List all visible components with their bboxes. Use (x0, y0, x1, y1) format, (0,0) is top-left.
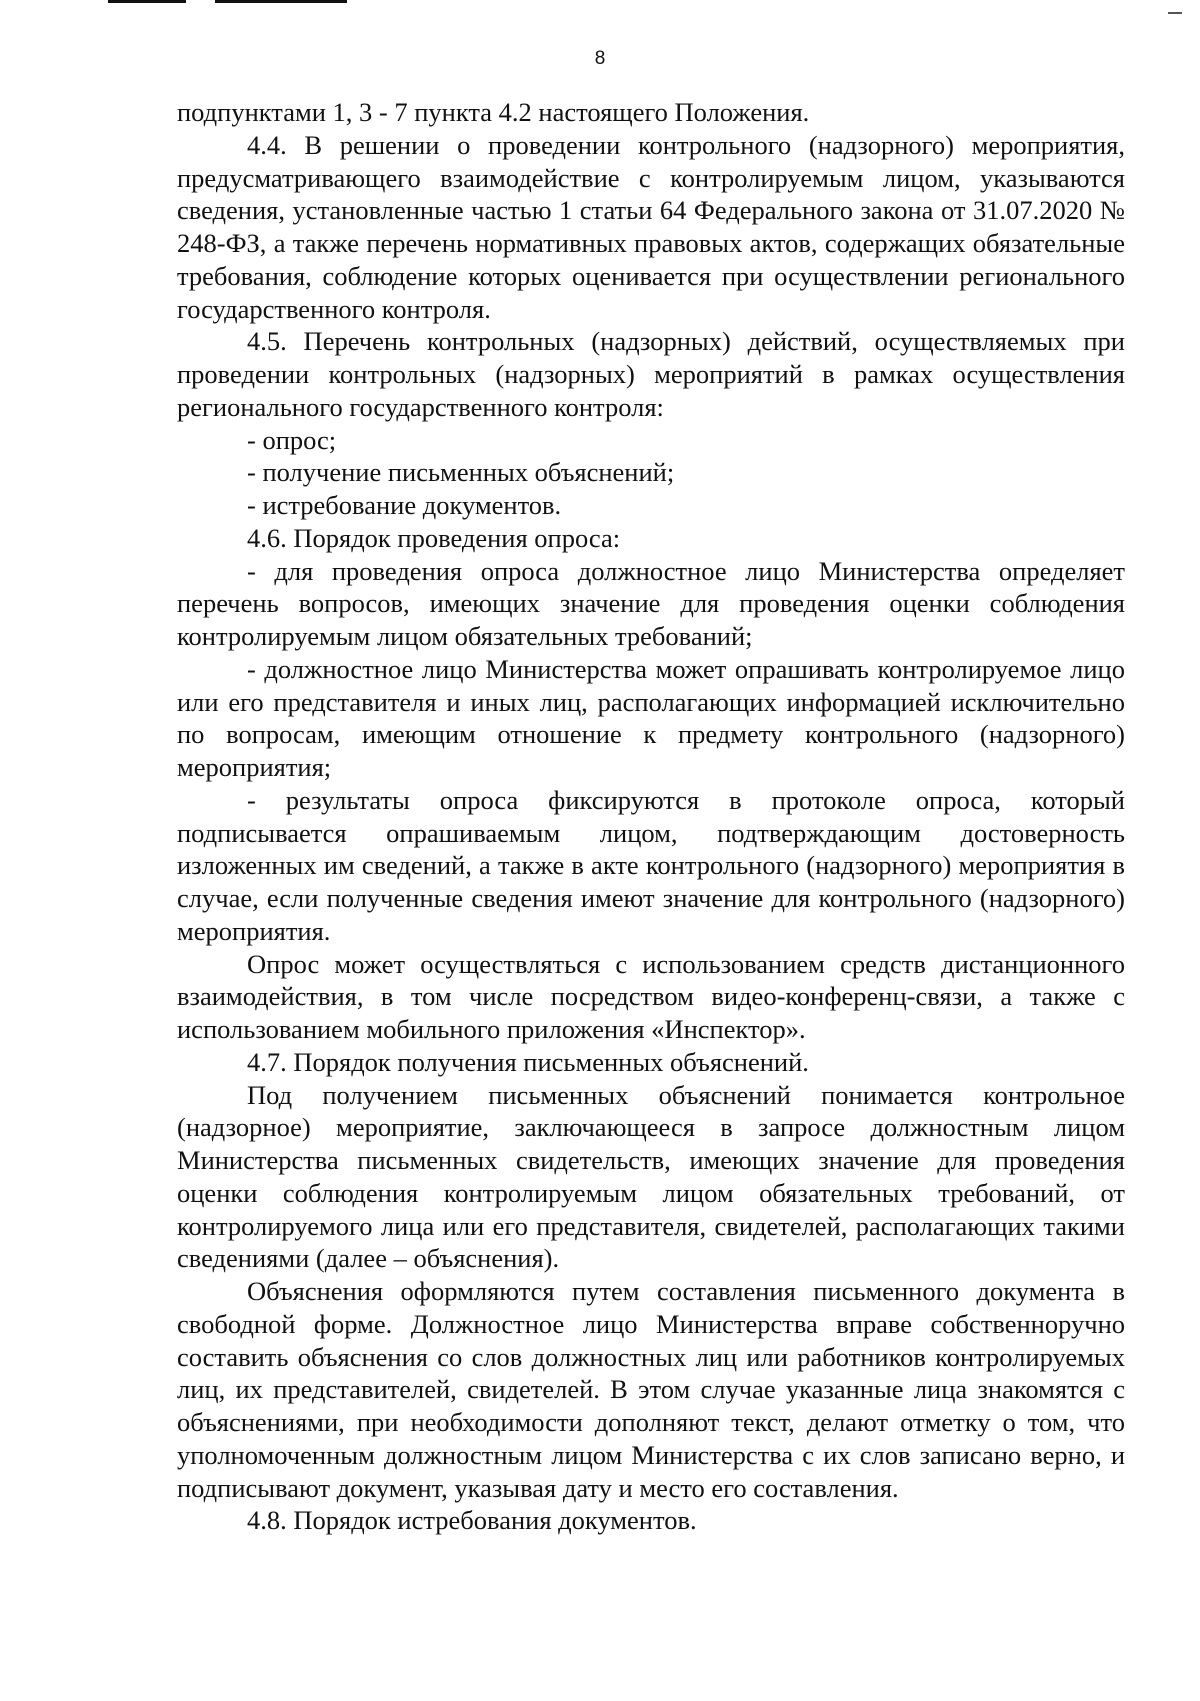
paragraph-4-5: 4.5. Перечень контрольных (надзорных) действий, осуществляемых при проведении контрольных (надзорных) мероприятий в рамках осуществления регионального государственного контроля: (177, 326, 1125, 422)
survey-step-interview: - должностное лицо Министерства может опрашивать контролируемое лицо или его представителя и иных лиц, располагающих информацией исключительно по вопросам, имеющим отношение к предмету контрольного (надзорного) мероприятия; (177, 653, 1125, 782)
paragraph-explanations-definition: Под получением письменных объяснений понимается контрольное (надзорное) мероприятие, заключающееся в запросе должностным лицом Министерства письменных свидетельств, имеющих значение для проведения оценки соблюдения контролируемым лицом обязательных требований, от контролируемого лица или его представителя, свидетелей, располагающих такими сведениями (далее – объяснения). (177, 1079, 1125, 1274)
paragraph-explanations-form: Объяснения оформляются путем составления письменного документа в свободной форме. Должностное лицо Министерства вправе собственноручно составить объяснения со слов должностных лиц или работников контролируемых лиц, их представителей, свидетелей. В этом случае указанные лица знакомятся с объяснениями, при необходимости дополняют текст, делают отметку о том, что уполномоченным должностным лицом Министерства с их слов записано верно, и подписывают документ, указывая дату и место его составления. (177, 1276, 1125, 1503)
paragraph-4-4: 4.4. В решении о проведении контрольного (надзорного) мероприятия, предусматривающего взаимодействие с контролируемым лицом, указываются сведения, установленные частью 1 статьи 64 Федерального закона от 31.07.2020 № 248-ФЗ, а также перечень нормативных правовых актов, содержащих обязательные требования, соблюдение которых оценивается при осуществлении регионального государственного контроля. (177, 129, 1125, 324)
paragraph-4-8: 4.8. Порядок истребования документов. (247, 1505, 697, 1536)
paragraph-4-6: 4.6. Порядок проведения опроса: (247, 522, 621, 553)
document-body (177, 96, 1125, 1537)
list-item-survey: - опрос; (247, 424, 337, 455)
page-number: 8 (594, 48, 606, 69)
survey-step-questions: - для проведения опроса должностное лицо Министерства определяет перечень вопросов, имеющих значение для проведения оценки соблюдения контролируемым лицом обязательных требований; (177, 555, 1125, 651)
scan-artifact-line (1168, 12, 1182, 14)
scan-artifact-line (215, 0, 347, 3)
paragraph-continuation: подпунктами 1, 3 - 7 пункта 4.2 настоящего Положения. (177, 97, 810, 127)
paragraph-remote-survey: Опрос может осуществляться с использованием средств дистанционного взаимодействия, в том числе посредством видео-конференц-связи, а также с использованием мобильного приложения «Инспектор». (177, 948, 1125, 1044)
list-item-document-request: - истребование документов. (247, 490, 562, 520)
survey-step-results: - результаты опроса фиксируются в протоколе опроса, который подписывается опрашиваемым лицом, подтверждающим достоверность изложенных им сведений, а также в акте контрольного (надзорного) мероприятия в случае, если полученные сведения имеют значение для контрольного (надзорного) мероприятия. (177, 784, 1125, 946)
paragraph-4-7: 4.7. Порядок получения письменных объяснений. (247, 1046, 809, 1077)
scan-artifact-line (108, 0, 186, 3)
list-item-written-explanations: - получение письменных объяснений; (247, 457, 675, 488)
